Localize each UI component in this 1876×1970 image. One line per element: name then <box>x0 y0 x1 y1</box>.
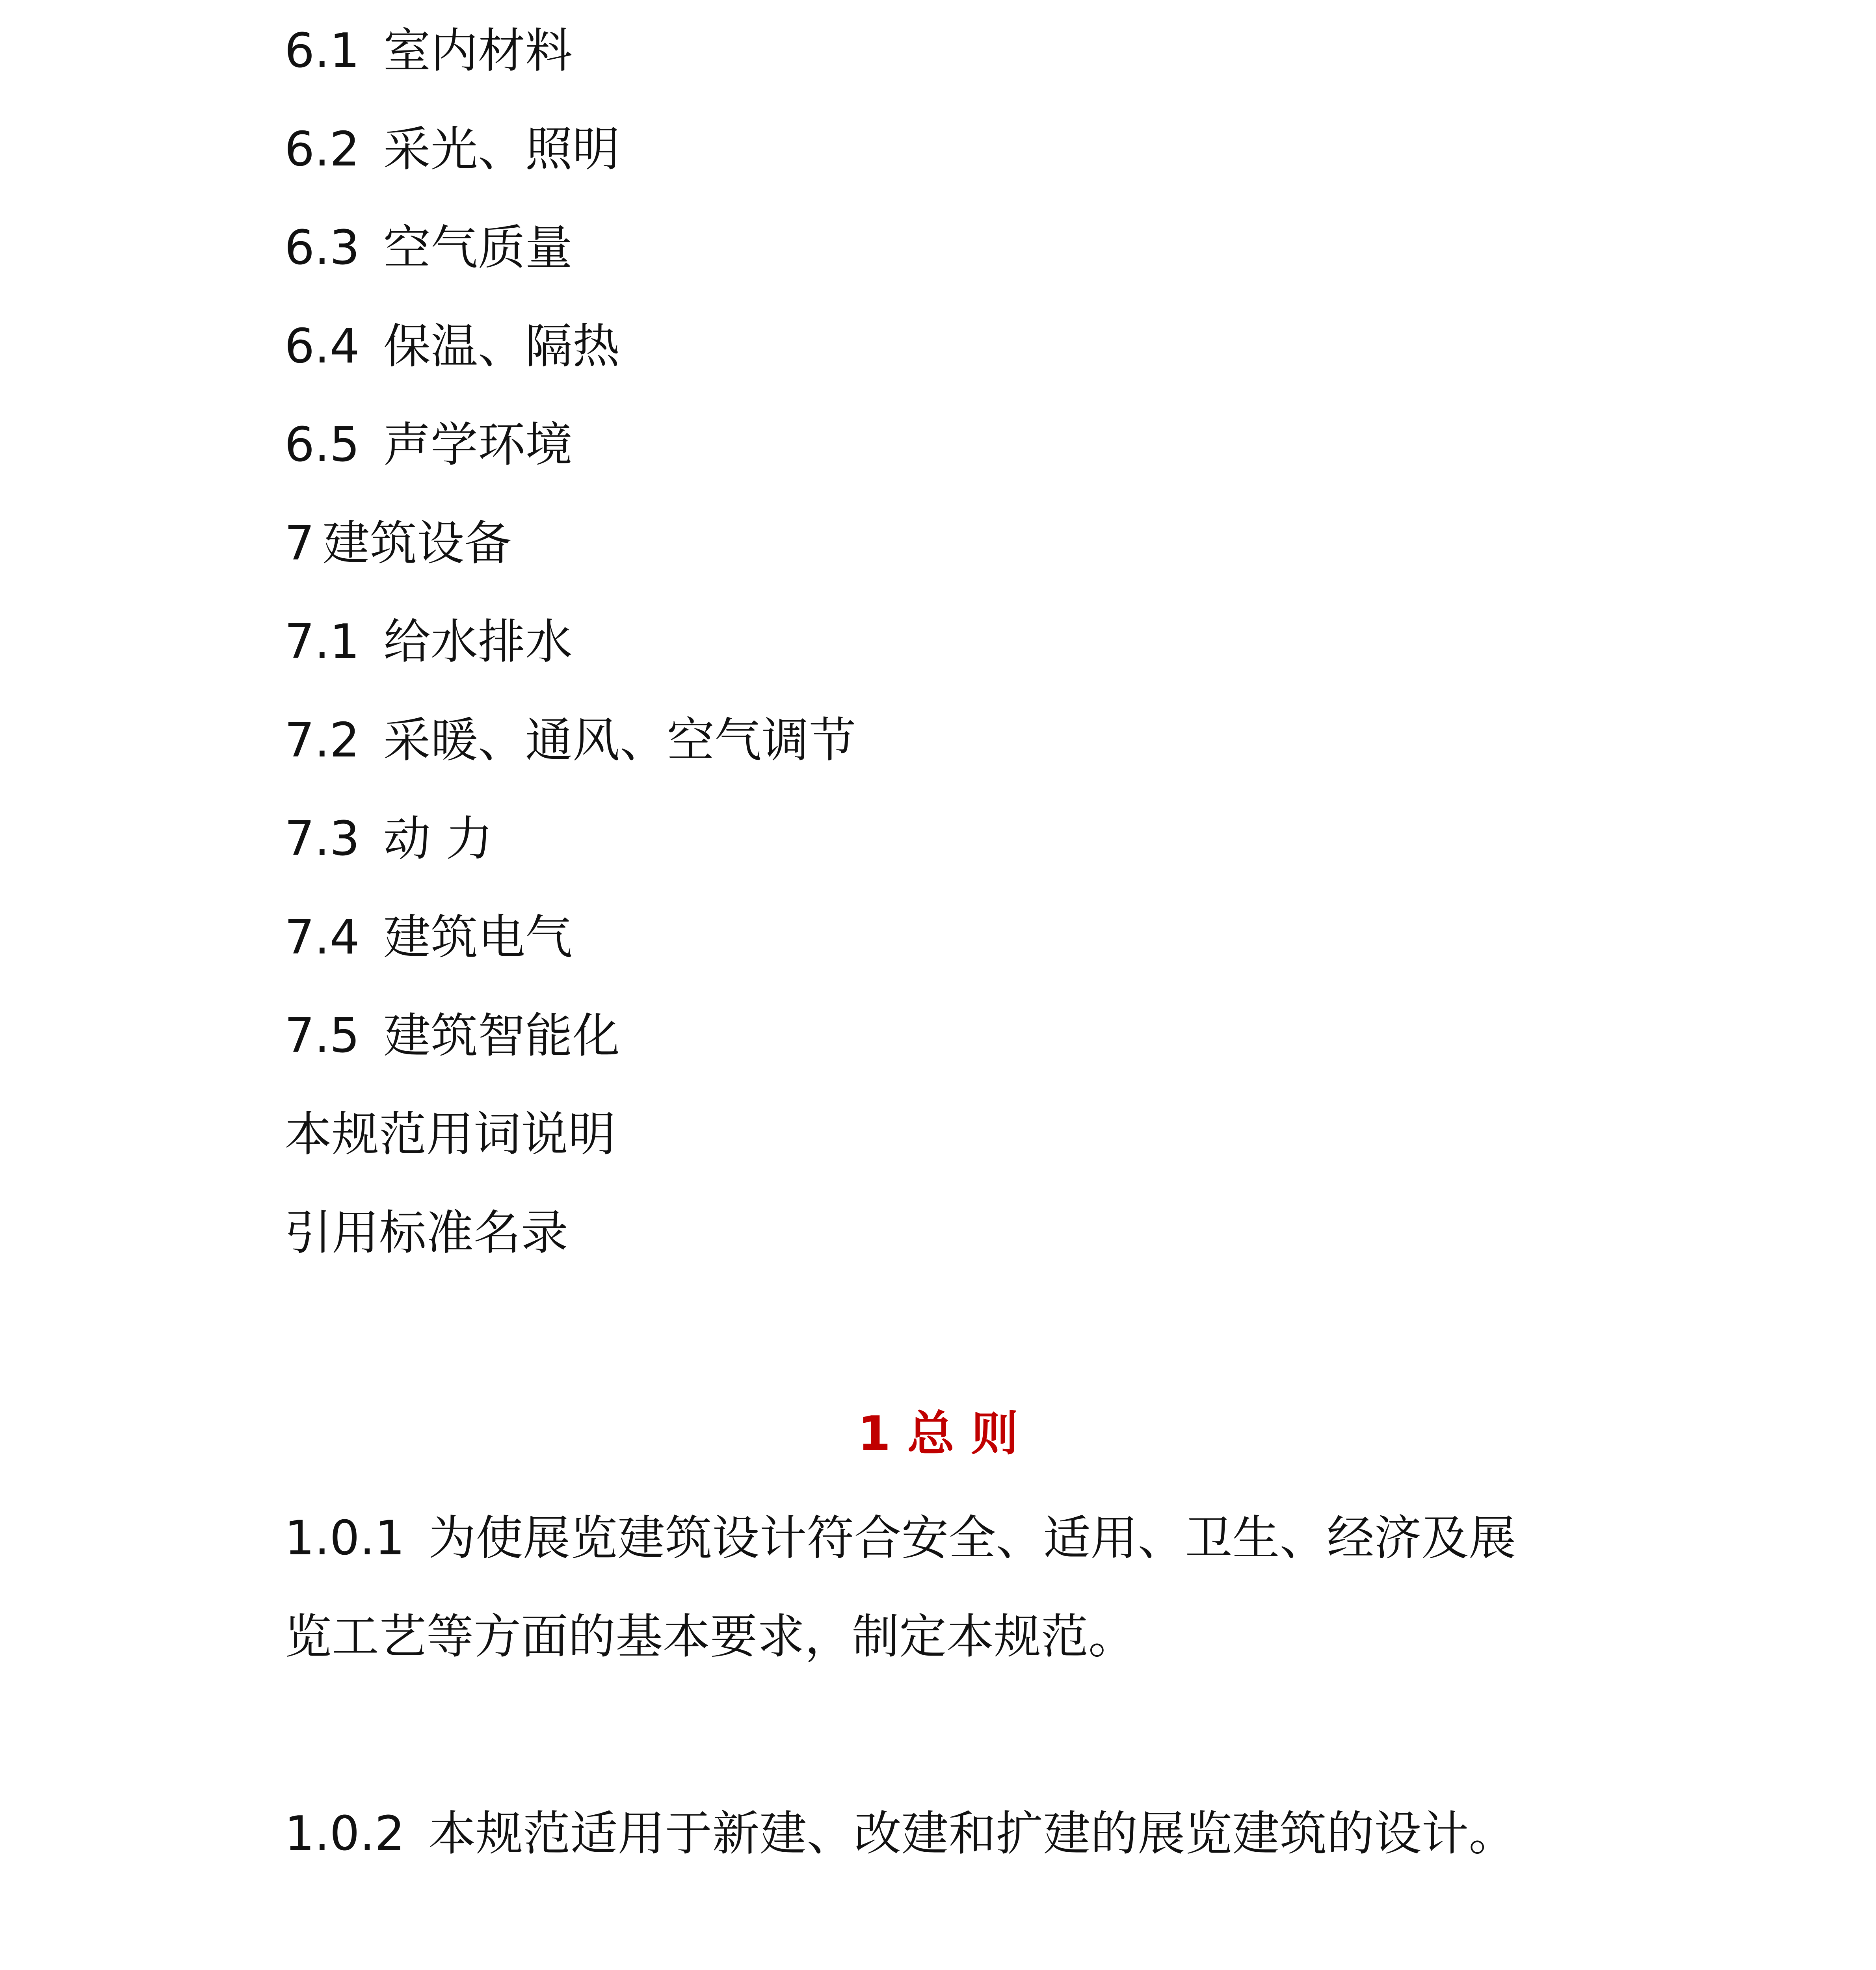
toc-number: 7.5 <box>284 1009 360 1063</box>
toc-item[interactable] <box>284 603 573 682</box>
toc-number: 6.2 <box>284 122 360 177</box>
clause-line <box>284 1785 1597 1883</box>
toc-appendix-item[interactable] <box>284 1095 615 1174</box>
toc-title: 给水排水 <box>383 615 573 669</box>
toc-item[interactable] <box>284 701 856 780</box>
clause-number: 1.0.1 <box>284 1511 405 1566</box>
toc-number: 6.1 <box>284 24 360 78</box>
toc-number: 6.4 <box>284 319 360 374</box>
clause-number: 1.0.2 <box>284 1806 405 1861</box>
toc-item[interactable] <box>284 307 620 386</box>
toc-title: 建筑设备 <box>322 516 512 571</box>
toc-item[interactable] <box>284 997 620 1076</box>
toc-title: 保温、隔热 <box>383 319 620 374</box>
toc-number: 7.3 <box>284 812 360 866</box>
clause-1-0-1 <box>284 1489 1597 1686</box>
toc-number: 7.2 <box>284 713 360 768</box>
toc-item[interactable] <box>284 12 573 91</box>
clause-line <box>284 1489 1597 1588</box>
toc-number: 7 <box>284 516 315 571</box>
clause-text: 为使展览建筑设计符合安全、适用、卫生、经济及展 <box>428 1511 1516 1566</box>
toc-title: 采暖、通风、空气调节 <box>383 713 856 768</box>
toc-title: 本规范用词说明 <box>284 1107 615 1162</box>
toc-item[interactable] <box>284 406 573 485</box>
clause-text: 览工艺等方面的基本要求，制定本规范。 <box>284 1609 1136 1664</box>
toc-chapter-item[interactable] <box>284 504 511 583</box>
clause-text: 本规范适用于新建、改建和扩建的展览建筑的设计。 <box>428 1806 1516 1861</box>
toc-title: 建筑电气 <box>383 910 573 965</box>
toc-number: 6.3 <box>284 221 360 275</box>
clause-1-0-2 <box>284 1785 1597 1883</box>
toc-title: 室内材料 <box>383 24 573 78</box>
chapter-heading: 1 总 则 <box>857 1407 1019 1461</box>
toc-title: 声学环境 <box>383 418 573 472</box>
toc-item[interactable] <box>284 898 573 977</box>
toc-title: 建筑智能化 <box>383 1009 620 1063</box>
clause-line <box>284 1588 1597 1686</box>
toc-number: 7.1 <box>284 615 360 669</box>
toc-title: 动 力 <box>383 812 493 866</box>
toc-item[interactable] <box>284 110 620 189</box>
toc-item[interactable] <box>284 209 573 288</box>
toc-title: 采光、照明 <box>383 122 620 177</box>
toc-appendix-item[interactable] <box>284 1194 568 1273</box>
toc-number: 6.5 <box>284 418 360 472</box>
toc-number: 7.4 <box>284 910 360 965</box>
toc-title: 空气质量 <box>383 221 573 275</box>
toc-item[interactable] <box>284 800 493 879</box>
toc-title: 引用标准名录 <box>284 1206 568 1260</box>
